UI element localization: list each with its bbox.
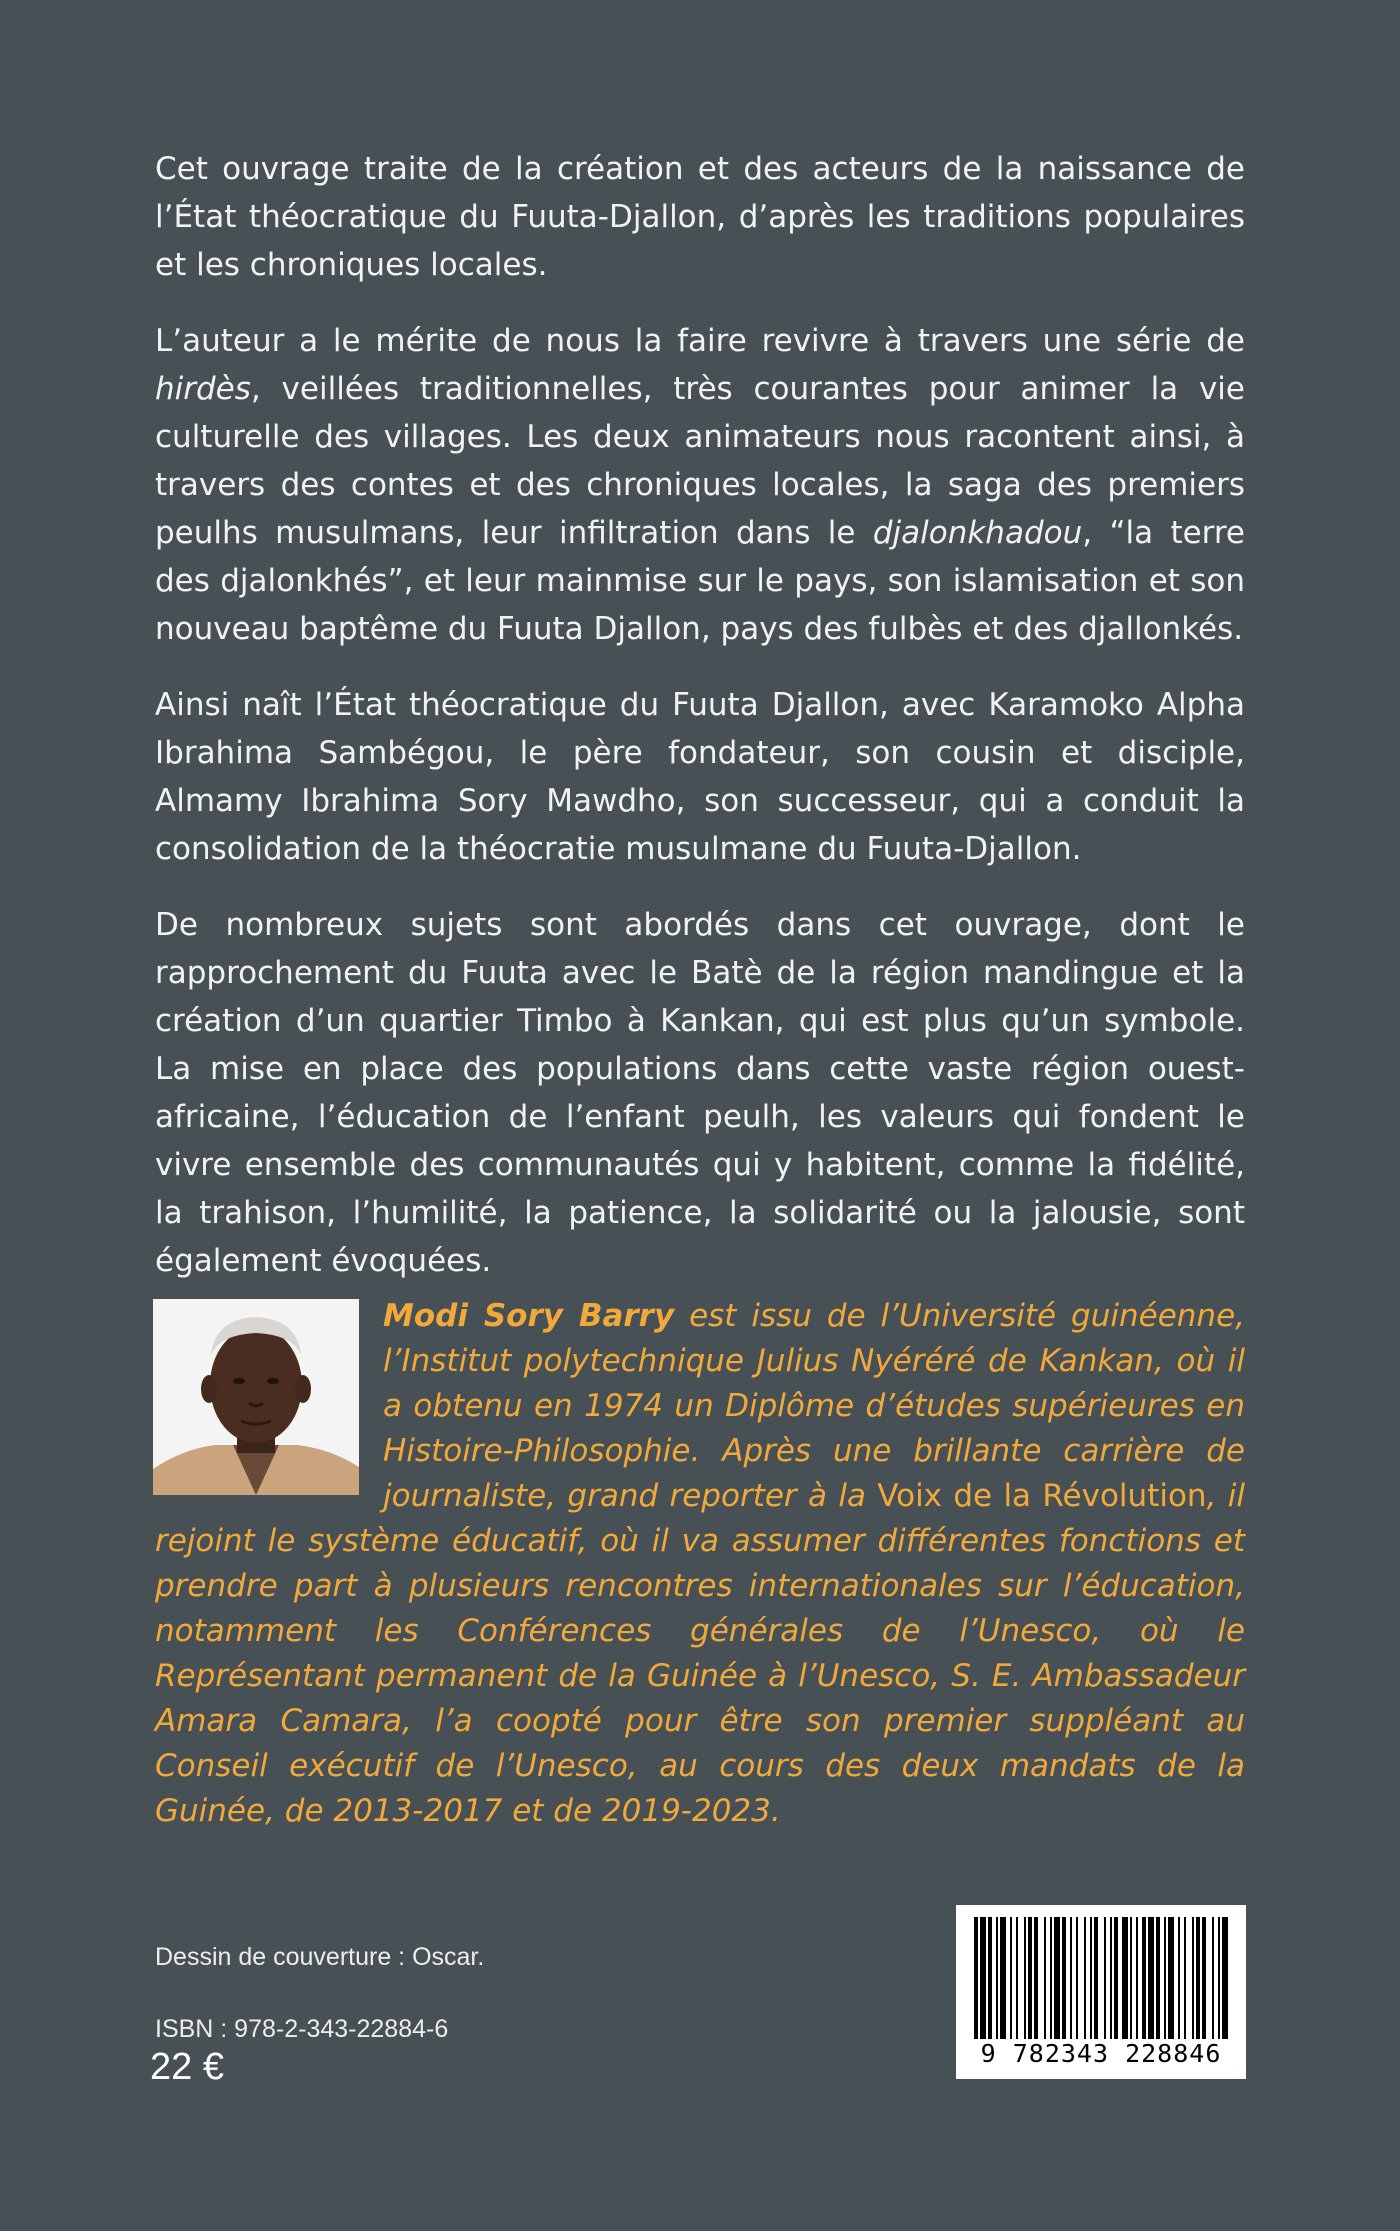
synopsis-p2-text-c: , “la terre des djalonkhés”, et leur mainmise sur le pays, son islamisation et son nouveau baptême du Fuuta Djallon, pays des fulbès et des djallonkés. [155, 515, 1246, 647]
cover-credit: Dessin de couverture : Oscar. [155, 1943, 485, 1971]
photo-spacer [155, 1294, 383, 1518]
synopsis [155, 145, 1245, 1313]
radio-name: Voix de la Révolution [877, 1478, 1207, 1514]
synopsis-paragraph-1: Cet ouvrage traite de la création et des acteurs de la naissance de l’État théocratique du Fuuta-Djallon, d’après les traditions populaires et les chroniques locales. [155, 151, 1245, 283]
author-bio-text-a: est issu de l’Université guinéenne, l’Institut polytechnique Julius Nyéréré de Kankan, où il a obtenu en 1974 un Diplôme d’études supérieures en Histoire-Philosophie. Après une brillante carrière de journaliste, grand reporter à la [383, 1298, 1246, 1514]
synopsis-paragraph-2 [155, 317, 1245, 653]
synopsis-paragraph-4: De nombreux sujets sont abordés dans cet ouvrage, dont le rapprochement du Fuuta avec le Batè de la région mandingue et la création d’un quartier Timbo à Kankan, qui est plus qu’un symbole. La mise en place des populations dans cette vaste région ouest-africaine, l’éducation de l’enfant peulh, les valeurs qui fondent le vivre ensemble des communautés qui y habitent, comme la fidélité, la trahison, l’humilité, la patience, la solidarité ou la jalousie, sont également évoquées. [155, 907, 1245, 1279]
synopsis-paragraph-3: Ainsi naît l’État théocratique du Fuuta Djallon, avec Karamoko Alpha Ibrahima Sambégou, le père fondateur, son cousin et disciple, Almamy Ibrahima Sory Mawdho, son successeur, qui a conduit la consolidation de la théocratie musulmane du Fuuta-Djallon. [155, 687, 1245, 867]
author-bio-text-b: , il rejoint le système éducatif, où il va assumer différentes fonctions et prendre part à plusieurs rencontres internationales sur l’éducation, notamment les Conférences générales de l’Unesco, où le Représentant permanent de la Guinée à l’Unesco, S. E. Ambassadeur Amara Camara, l’a coopté pour être son premier suppléant au Conseil exécutif de l’Unesco, au cours des deux mandats de la Guinée, de 2013-2017 et de 2019-2023. [155, 1478, 1245, 1829]
term-djalonkhadou: djalonkhadou [872, 515, 1083, 551]
price: 22 € [150, 2046, 224, 2088]
barcode-digits: 9 782343 228846 [980, 2039, 1222, 2068]
barcode-icon [968, 1917, 1234, 2039]
barcode [956, 1905, 1246, 2079]
term-hirdes: hirdès [155, 371, 251, 407]
synopsis-p2-text-b: , veillées traditionnelles, très courantes pour animer la vie culturelle des villages. Les deux animateurs nous racontent ainsi, à travers des contes et des chroniques locales, la saga des premiers peulhs musulmans, leur infiltration dans le [155, 371, 1245, 551]
author-bio [155, 1294, 1245, 1834]
isbn: ISBN : 978-2-343-22884-6 [155, 2015, 449, 2043]
synopsis-p2-text-a: L’auteur a le mérite de nous la faire revivre à travers une série de [155, 323, 1245, 359]
author-name: Modi Sory Barry [383, 1298, 675, 1334]
